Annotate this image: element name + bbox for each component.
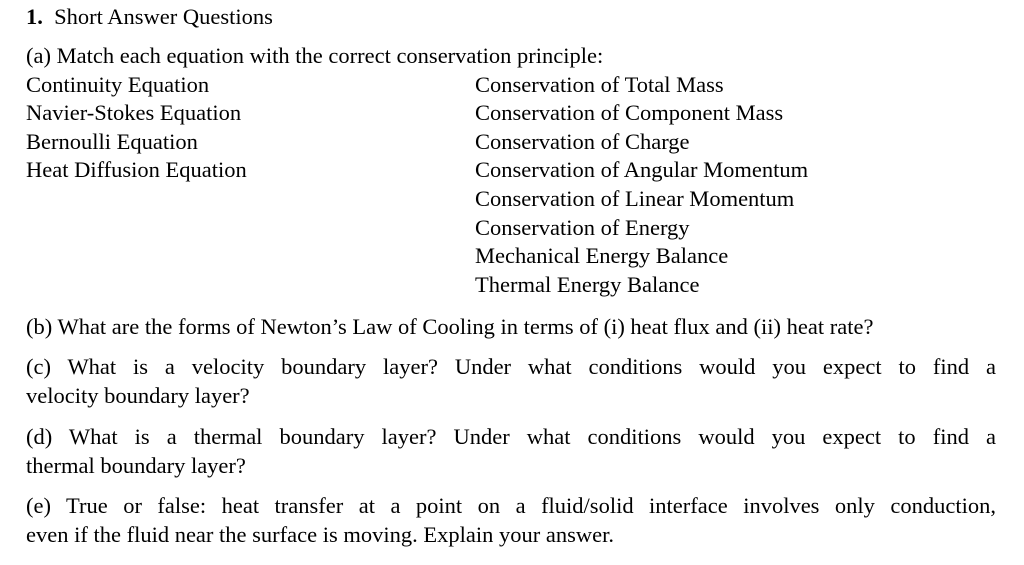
principle-item: Conservation of Total Mass <box>475 72 724 97</box>
part-e-question-line1: (e) True or false: heat transfer at a point on a fluid/solid interface involves only conduction, <box>26 493 996 518</box>
principle-item: Conservation of Charge <box>475 129 690 154</box>
principle-item: Conservation of Component Mass <box>475 100 784 125</box>
part-d-question-line1: (d) What is a thermal boundary layer? Under what conditions would you expect to find a <box>26 424 996 449</box>
question-title: Short Answer Questions <box>54 4 273 29</box>
equation-item: Navier-Stokes Equation <box>26 100 242 125</box>
part-c-question-line2: velocity boundary layer? <box>26 383 250 408</box>
principle-item: Conservation of Energy <box>475 215 690 240</box>
part-e-question-line2: even if the fluid near the surface is moving. Explain your answer. <box>26 522 614 547</box>
equation-item: Bernoulli Equation <box>26 129 198 154</box>
question-number: 1. <box>26 4 43 29</box>
part-a-prompt: (a) Match each equation with the correct conservation principle: <box>26 43 604 68</box>
part-c-question-line1: (c) What is a velocity boundary layer? Under what conditions would you expect to find a <box>26 354 996 379</box>
principle-item: Conservation of Linear Momentum <box>475 186 795 211</box>
question-heading <box>26 3 273 31</box>
principle-item: Mechanical Energy Balance <box>475 243 729 268</box>
principle-item: Conservation of Angular Momentum <box>475 157 809 182</box>
part-d-question-line2: thermal boundary layer? <box>26 453 246 478</box>
part-b-question: (b) What are the forms of Newton’s Law of Cooling in terms of (i) heat flux and (ii) heat rate? <box>26 314 874 339</box>
principle-item: Thermal Energy Balance <box>475 272 700 297</box>
equation-item: Heat Diffusion Equation <box>26 157 247 182</box>
equation-item: Continuity Equation <box>26 72 210 97</box>
